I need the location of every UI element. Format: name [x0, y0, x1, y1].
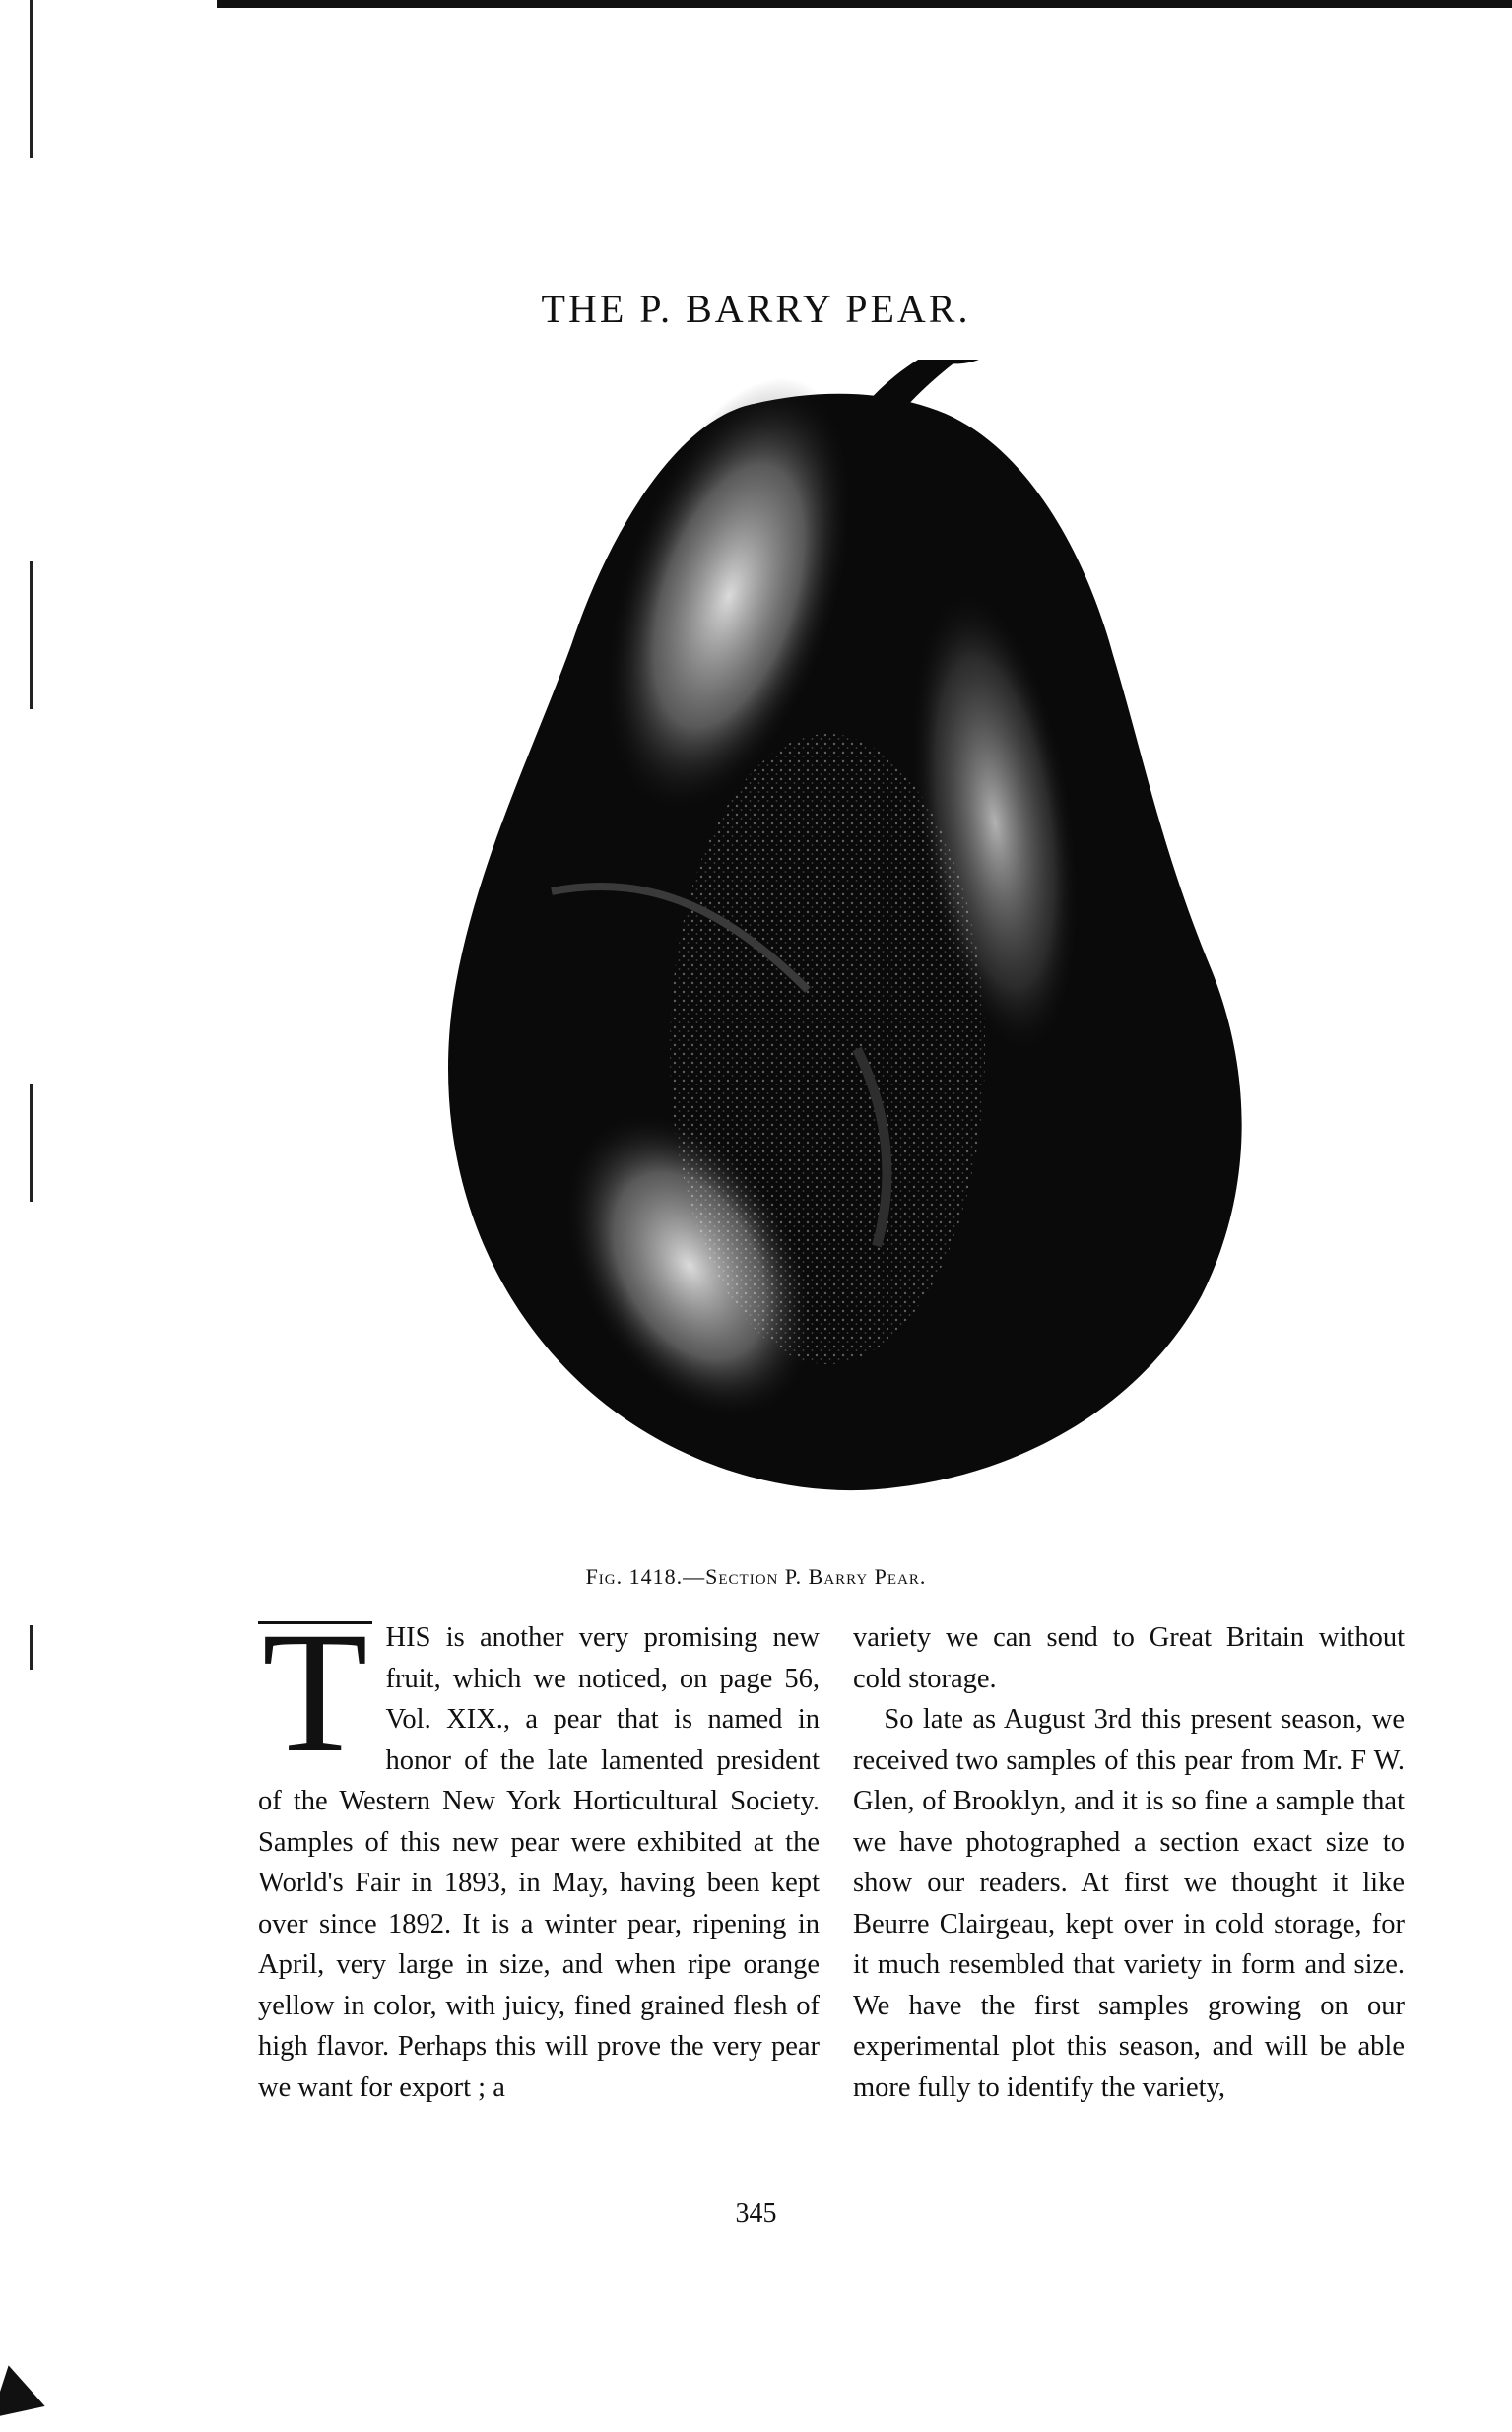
scan-margin-mark — [30, 561, 33, 709]
paragraph-second: So late as August 3rd this present season, we received two samples of this pear from Mr. F W. Glen, of Brooklyn, and it is so fine a sample that we have photographed a section exact size to show our readers. At first we thought it like Beurre Clairgeau, kept over in cold storage, for it much resembled that variety in form and size. We have the first samples growing on our experimental plot this season, and will be able more fully to identify the variety, — [853, 1704, 1405, 2103]
figure-caption-prefix: Fig. 1418.— — [585, 1564, 706, 1589]
text-column-right — [853, 1617, 1405, 2108]
figure-caption — [0, 1564, 1512, 1590]
pear-section-figure — [433, 360, 1261, 1532]
scan-edge-top — [217, 0, 1512, 8]
figure-caption-text: Section P. Barry Pear. — [705, 1564, 927, 1589]
paragraph-continuation: variety we can send to Great Britain without cold storage. — [853, 1622, 1405, 1694]
page-number: 345 — [735, 2199, 777, 2229]
page-title: THE P. BARRY PEAR. — [541, 287, 971, 331]
scan-margin-mark — [30, 1084, 33, 1202]
scan-margin-mark — [30, 0, 33, 158]
paragraph-intro-text: HIS is another very promising new fruit, which we noticed, on page 56, Vol. XIX., a pear that is named in honor of the late lamented president of the Western New York Horticultural Society. Samples of this new pear were exhibited at the World's Fair in 1893, in May, having been kept over since 1892. It is a winter pear, ripening in April, very large in size, and when ripe orange yellow in color, with juicy, fined grained flesh of high flavor. Perhaps this will prove the very pear we want for export ; a — [258, 1622, 820, 2103]
text-column-left — [258, 1597, 820, 2108]
pear-section-image — [433, 360, 1261, 1532]
paragraph-intro — [258, 1597, 820, 2108]
scan-margin-mark — [30, 1625, 33, 1670]
drop-cap: T — [258, 1621, 372, 1772]
scan-corner-mark — [0, 2365, 53, 2432]
pear-texture — [670, 734, 985, 1364]
